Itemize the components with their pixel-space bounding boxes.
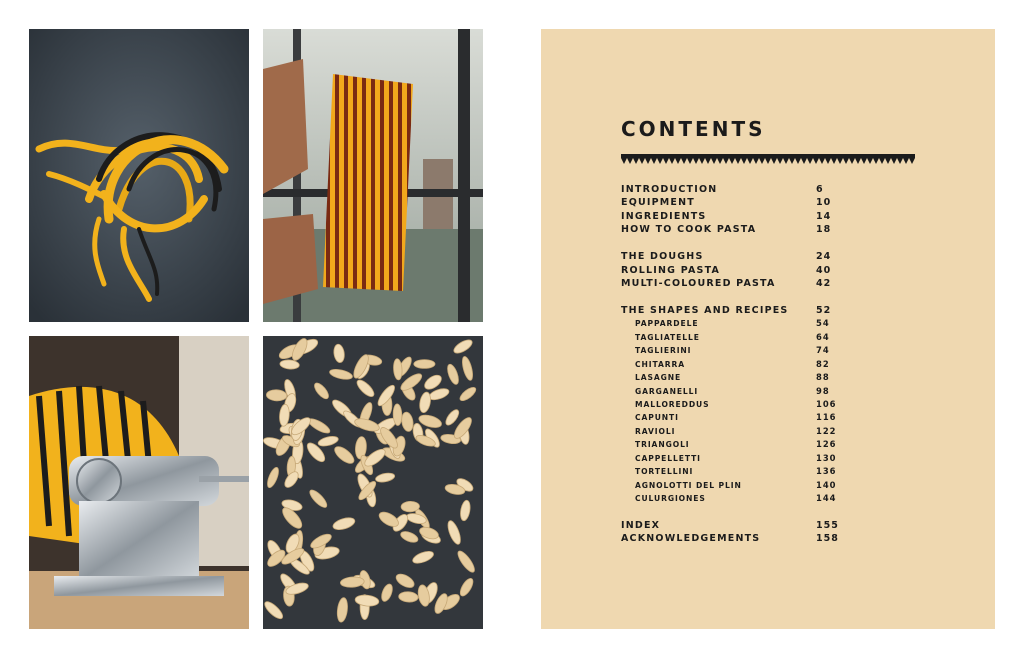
striped-pasta-sheet-photo [263, 29, 483, 322]
toc-entry-title: AGNOLOTTI DEL PLIN [635, 480, 742, 490]
toc-subentry[interactable] [621, 385, 851, 398]
toc-page-number: 14 [816, 210, 832, 222]
toc-group-gap [621, 291, 851, 304]
toc-entry-title: TRIANGOLI [635, 440, 690, 450]
gnocchetto-shape [401, 501, 420, 512]
toc-entry-title: LASAGNE [635, 373, 682, 383]
toc-page-number: 155 [816, 519, 839, 531]
toc-subentry[interactable] [621, 331, 851, 344]
toc-entry-title: TAGLIATELLE [635, 332, 700, 342]
toc-entry[interactable] [621, 183, 851, 196]
toc-entry-title: ACKNOWLEDGEMENTS [621, 533, 761, 545]
toc-subentry[interactable] [621, 371, 851, 384]
toc-entry-title: ROLLING PASTA [621, 264, 721, 276]
toc-page-number: 64 [816, 331, 830, 342]
toc-subentry[interactable] [621, 438, 851, 451]
toc-page-number: 54 [816, 318, 830, 329]
toc-group-gap [621, 237, 851, 250]
toc-entry-title: CAPPELLETTI [635, 453, 701, 463]
toc-entry-title: CULURGIONES [635, 494, 706, 504]
toc-entry[interactable] [621, 532, 851, 545]
toc-page-number: 42 [816, 278, 832, 290]
toc-entry-title: HOW TO COOK PASTA [621, 224, 757, 236]
toc-entry[interactable] [621, 519, 851, 532]
toc-entry[interactable] [621, 264, 851, 277]
toc-subentry[interactable] [621, 479, 851, 492]
toc-subentry[interactable] [621, 358, 851, 371]
toc-page-number: 82 [816, 358, 830, 369]
toc-subentry[interactable] [621, 452, 851, 465]
toc-subentry[interactable] [621, 317, 851, 330]
table-of-contents [621, 183, 851, 546]
toc-page-number: 24 [816, 251, 832, 263]
toc-entry[interactable] [621, 210, 851, 223]
contents-title: CONTENTS [621, 117, 766, 141]
toc-entry-title: INGREDIENTS [621, 210, 707, 222]
toc-page-number: 130 [816, 452, 837, 463]
toc-page-number: 98 [816, 385, 830, 396]
toc-entry-title: EQUIPMENT [621, 197, 695, 209]
toc-page-number: 136 [816, 466, 837, 477]
toc-page-number: 88 [816, 372, 830, 383]
gnocchetti-photo [263, 336, 483, 629]
toc-subentry[interactable] [621, 411, 851, 424]
toc-entry-title: THE SHAPES AND RECIPES [621, 304, 789, 316]
gnocchetto-shape [414, 360, 435, 369]
toc-page-number: 10 [816, 197, 832, 209]
toc-page-number: 40 [816, 264, 832, 276]
toc-group-gap [621, 506, 851, 519]
toc-subentry[interactable] [621, 492, 851, 505]
toc-page-number: 144 [816, 493, 837, 504]
toc-entry-title: INDEX [621, 519, 661, 531]
toc-entry-title: TAGLIERINI [635, 346, 692, 356]
toc-entry-title: CHITARRA [635, 359, 685, 369]
toc-page-number: 126 [816, 439, 837, 450]
toc-entry-title: GARGANELLI [635, 386, 699, 396]
toc-page-number: 106 [816, 399, 837, 409]
toc-entry-title: THE DOUGHS [621, 251, 704, 263]
toc-page-number: 74 [816, 345, 830, 356]
toc-entry[interactable] [621, 250, 851, 263]
toc-subentry[interactable] [621, 398, 851, 411]
tagliatelle-nest-photo [29, 29, 249, 322]
toc-page-number: 18 [816, 224, 832, 236]
toc-page-number: 52 [816, 304, 832, 316]
toc-entry-title: CAPUNTI [635, 413, 679, 423]
contents-panel [541, 29, 995, 629]
toc-subentry[interactable] [621, 425, 851, 438]
toc-entry-title: INTRODUCTION [621, 184, 718, 195]
toc-page-number: 6 [816, 184, 824, 195]
toc-entry[interactable] [621, 196, 851, 209]
toc-entry-title: MULTI-COLOURED PASTA [621, 278, 776, 290]
toc-entry[interactable] [621, 223, 851, 236]
toc-page-number: 122 [816, 425, 837, 436]
toc-entry[interactable] [621, 304, 851, 317]
zigzag-divider [621, 154, 915, 164]
toc-entry-title: PAPPARDELE [635, 319, 699, 329]
toc-entry[interactable] [621, 277, 851, 290]
toc-subentry[interactable] [621, 344, 851, 357]
tagliatelle-nest-image [29, 29, 249, 322]
toc-page-number: 116 [816, 412, 837, 423]
toc-entry-title: TORTELLINI [635, 467, 694, 477]
gnocchetti-image [263, 336, 483, 629]
toc-subentry[interactable] [621, 465, 851, 478]
pasta-machine-photo [29, 336, 249, 629]
pasta-machine-image [29, 336, 249, 629]
toc-page-number: 140 [816, 479, 837, 490]
striped-pasta-sheet-image [263, 29, 483, 322]
toc-entry-title: RAVIOLI [635, 426, 676, 436]
toc-page-number: 158 [816, 533, 839, 545]
toc-entry-title: MALLOREDDUS [635, 400, 710, 409]
